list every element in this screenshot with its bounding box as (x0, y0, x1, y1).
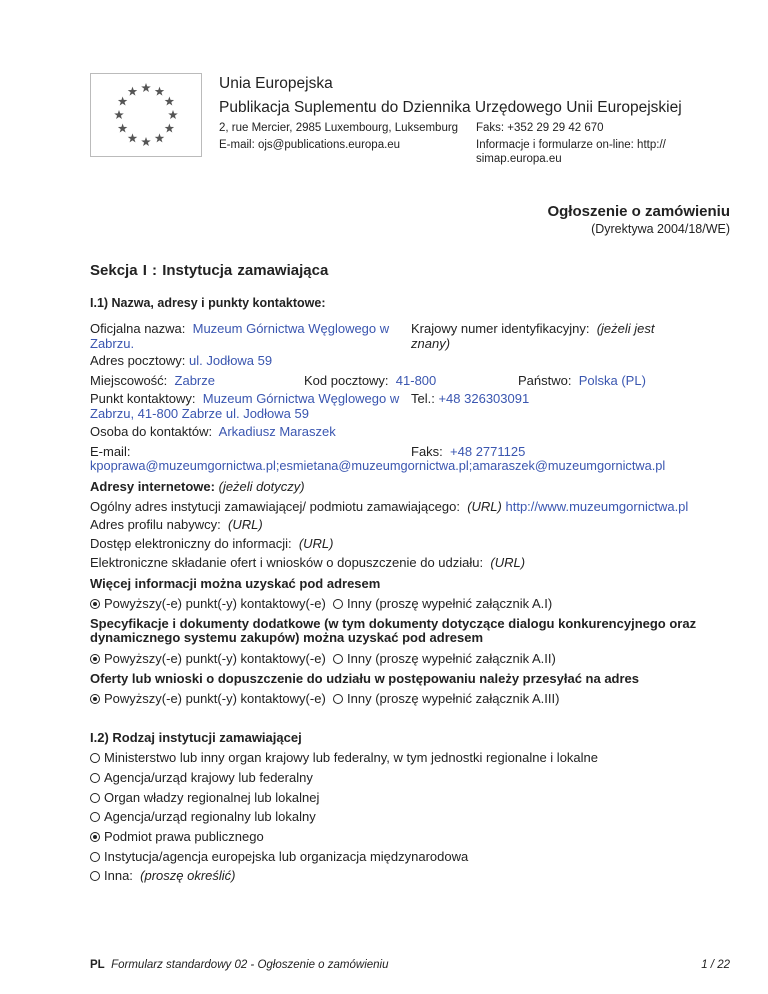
type-label-3: Agencja/urząd regionalny lub lokalny (104, 809, 316, 824)
i2-title: I.2) Rodzaj instytucji zamawiającej (90, 730, 302, 745)
offers-options (90, 691, 559, 706)
person-label: Osoba do kontaktów: (90, 424, 213, 439)
star-icon (165, 124, 175, 133)
eaccess-label: Dostęp elektroniczny do informacji: (90, 536, 292, 551)
radio-other-a1[interactable] (333, 599, 343, 609)
opt-above-label-3: Powyższy(-e) punkt(-y) kontaktowy(-e) (104, 691, 326, 706)
official-name-label: Oficjalna nazwa: (90, 321, 186, 336)
email-label: E-mail: (90, 444, 131, 459)
radio-type-european-institution[interactable] (90, 852, 100, 862)
official-name (90, 321, 389, 336)
buyer-profile (90, 517, 263, 532)
star-icon (141, 137, 151, 146)
footer-page: 1 / 22 (701, 959, 730, 971)
offers-title: Oferty lub wnioski o dopuszczenie do udziału w postępowaniu należy przesyłać na adres (90, 671, 640, 686)
electronic-submission (90, 555, 525, 570)
buyer-note: (URL) (228, 517, 263, 532)
header-info-line2: simap.europa.eu (476, 153, 562, 165)
type-option-3 (90, 809, 316, 824)
radio-other-a2[interactable] (333, 654, 343, 664)
esubmit-label: Elektroniczne składanie ofert i wniosków o dopuszczenie do udziału: (90, 555, 484, 570)
national-id (411, 321, 655, 336)
opt-other-a3-label: Inny (proszę wypełnić załącznik A.III) (347, 691, 560, 706)
tel-label: Tel.: (411, 391, 435, 406)
radio-above-contact-3[interactable] (90, 694, 100, 704)
opt-other-a2-label: Inny (proszę wypełnić załącznik A.II) (347, 651, 556, 666)
country (518, 373, 646, 388)
specs-title-l1: Specyfikacje i dokumenty dodatkowe (w tym dokumenty dotyczące dialogu konkurencyjnego oraz (90, 616, 697, 631)
type-option-2 (90, 790, 319, 805)
postal-address (90, 353, 272, 368)
radio-type-regional-agency[interactable] (90, 812, 100, 822)
fax-label: Faks: (411, 444, 443, 459)
contact-person (90, 424, 336, 439)
header-address: 2, rue Mercier, 2985 Luxembourg, Luksemburg (219, 122, 459, 134)
section-heading: Sekcja I : Instytucja zamawiająca (90, 262, 329, 279)
country-value: Polska (PL) (578, 373, 646, 388)
type-label-5: Instytucja/agencja europejska lub organizacja międzynarodowa (104, 849, 469, 864)
contact-point (90, 391, 399, 406)
notice-title: Ogłoszenie o zamówieniu (547, 203, 730, 220)
general-addr-note: (URL) (467, 499, 502, 514)
type-option-0 (90, 750, 598, 765)
star-icon (165, 97, 175, 106)
type-label-2: Organ władzy regionalnej lub lokalnej (104, 790, 320, 805)
header-fax: Faks: +352 29 29 42 670 (476, 122, 604, 134)
telephone (411, 391, 529, 406)
fax-value: +48 2771125 (450, 444, 526, 459)
star-icon (114, 110, 124, 119)
buyer-label: Adres profilu nabywcy: (90, 517, 221, 532)
type-label-1: Agencja/urząd krajowy lub federalny (104, 770, 313, 785)
star-icon (128, 87, 138, 96)
general-addr-label: Ogólny adres instytucji zamawiającej/ podmiotu zamawiającego: (90, 499, 460, 514)
postal-label: Adres pocztowy: (90, 353, 186, 368)
internet-title: Adresy internetowe: (90, 479, 215, 494)
type-label-6: Inna: (104, 868, 133, 883)
country-label: Państwo: (518, 373, 572, 388)
star-icon (155, 87, 165, 96)
footer-lang: PL (90, 959, 105, 971)
type-option-5 (90, 849, 468, 864)
general-address (90, 499, 688, 514)
eu-stars-icon (91, 74, 201, 156)
specs-title-l2: dynamicznego systemu zakupów) można uzyskać pod adresem (90, 630, 484, 645)
email-value[interactable]: kpoprawa@muzeumgornictwa.pl;esmietana@muzeumgornictwa.pl;amaraszek@muzeumgornictwa.pl (90, 458, 666, 473)
national-id-label: Krajowy numer identyfikacyjny: (411, 321, 590, 336)
star-icon (168, 110, 178, 119)
contact-label: Punkt kontaktowy: (90, 391, 196, 406)
city-label: Miejscowość: (90, 373, 168, 388)
header-publication: Publikacja Suplementu do Dziennika Urzędowego Unii Europejskiej (219, 99, 682, 116)
more-info-title: Więcej informacji można uzyskać pod adresem (90, 576, 381, 591)
national-id-note-l1: (jeżeli jest (596, 321, 655, 336)
more-info-options (90, 596, 552, 611)
general-addr-link[interactable]: http://www.muzeumgornictwa.pl (505, 499, 689, 514)
star-icon (155, 133, 165, 142)
person-value: Arkadiusz Maraszek (218, 424, 336, 439)
contact-value-l1: Muzeum Górnictwa Węglowego w (202, 391, 400, 406)
header-org: Unia Europejska (219, 75, 333, 92)
star-icon (118, 124, 128, 133)
radio-type-public-law-body[interactable] (90, 832, 100, 842)
type-option-4 (90, 829, 264, 844)
footer-left (90, 959, 389, 971)
city-value: Zabrze (174, 373, 215, 388)
i1-title: I.1) Nazwa, adresy i punkty kontaktowe: (90, 296, 326, 310)
national-id-note-l2: znany) (411, 336, 451, 351)
internet-addresses (90, 479, 305, 494)
radio-type-ministry[interactable] (90, 753, 100, 763)
type-option-1 (90, 770, 313, 785)
type-other-note: (proszę określić) (140, 868, 236, 883)
radio-type-regional-authority[interactable] (90, 793, 100, 803)
fax (411, 444, 525, 459)
radio-type-national-agency[interactable] (90, 773, 100, 783)
eaccess-note: (URL) (298, 536, 334, 551)
footer-form: Formularz standardowy 02 - Ogłoszenie o zamówieniu (111, 959, 389, 971)
radio-type-other[interactable] (90, 871, 100, 881)
notice-directive: (Dyrektywa 2004/18/WE) (591, 222, 730, 236)
radio-above-contact-1[interactable] (90, 599, 100, 609)
radio-other-a3[interactable] (333, 694, 343, 704)
city (90, 373, 215, 388)
postal-value: ul. Jodłowa 59 (189, 353, 273, 368)
header-info-line1: Informacje i formularze on-line: http:// (476, 139, 666, 151)
opt-other-a1-label: Inny (proszę wypełnić załącznik A.I) (347, 596, 553, 611)
specs-options (90, 651, 556, 666)
star-icon (141, 83, 151, 92)
star-icon (118, 97, 128, 106)
radio-above-contact-2[interactable] (90, 654, 100, 664)
eu-flag-logo (90, 73, 202, 157)
type-option-6 (90, 868, 236, 883)
contact-value-l2: Zabrzu, 41-800 Zabrze ul. Jodłowa 59 (90, 406, 309, 421)
official-name-value-l1: Muzeum Górnictwa Węglowego w (192, 321, 390, 336)
internet-note: (jeżeli dotyczy) (218, 479, 305, 494)
postcode (304, 373, 436, 388)
electronic-access (90, 536, 334, 551)
type-label-4: Podmiot prawa publicznego (104, 829, 264, 844)
star-icon (128, 133, 138, 142)
postcode-label: Kod pocztowy: (304, 373, 389, 388)
opt-above-label-2: Powyższy(-e) punkt(-y) kontaktowy(-e) (104, 651, 326, 666)
type-label-0: Ministerstwo lub inny organ krajowy lub federalny, w tym jednostki regionalne i lokalne (104, 750, 598, 765)
official-name-value-l2: Zabrzu. (90, 336, 135, 351)
header-email: E-mail: ojs@publications.europa.eu (219, 139, 401, 151)
tel-value: +48 326303091 (438, 391, 530, 406)
postcode-value: 41-800 (395, 373, 437, 388)
esubmit-note: (URL) (490, 555, 526, 570)
opt-above-label-1: Powyższy(-e) punkt(-y) kontaktowy(-e) (104, 596, 326, 611)
